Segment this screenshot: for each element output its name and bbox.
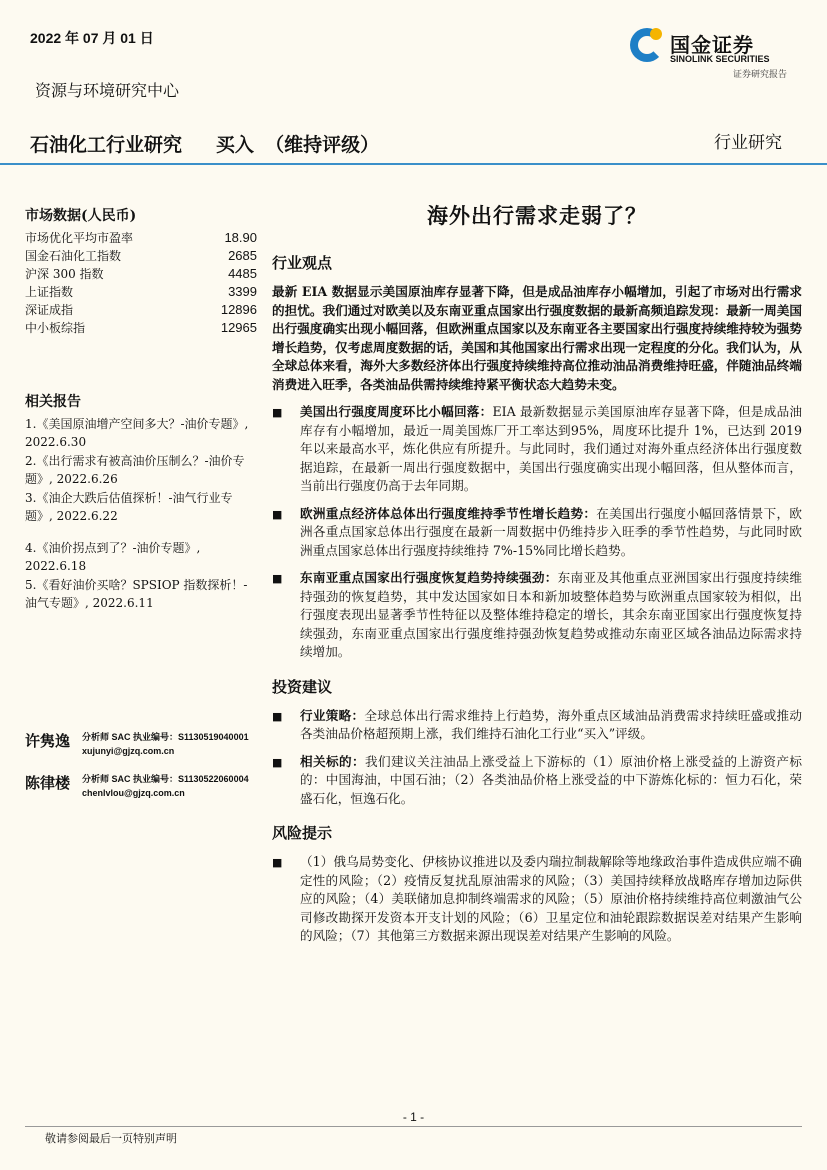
logo-en: SINOLINK SECURITIES bbox=[670, 54, 770, 64]
bullet-icon: ■ bbox=[272, 709, 283, 723]
bullet-text: EIA 最新数据显示美国原油库存显著下降，但是成品油库存有小幅增加，最近一周美国炼厂开工率达到95%，周度环比提升 1%，已达到 2019 年以来最高水平，炼化供应有所提升。与此同时，我们通过对海外重点经济体出行强度数据追踪，在最新一周出行强度数据中，美国出行强度确实出现小幅回落，但从整体而言，当前出行强度仍高于去年同期。 bbox=[300, 404, 802, 493]
bullet-head: 欧洲重点经济体总体出行强度维持季节性增长趋势： bbox=[300, 505, 597, 521]
related-report-link[interactable]: 4.《油价拐点到了？-油价专题》, 2022.6.18 bbox=[25, 541, 201, 573]
related-report-link[interactable]: 5.《看好油价买啥？SPSIOP 指数探析！-油气专题》, 2022.6.11 bbox=[25, 578, 248, 610]
report-title: 海外出行需求走弱了？ bbox=[427, 203, 647, 228]
market-value: 2685 bbox=[228, 248, 257, 263]
market-row bbox=[25, 229, 257, 247]
analyst bbox=[25, 772, 275, 800]
report-date: 2022 年 07 月 01 日 bbox=[30, 30, 154, 46]
section-risk: 风险提示 bbox=[272, 824, 333, 842]
bullet-head: 相关标的： bbox=[300, 753, 365, 769]
footer-divider bbox=[25, 1126, 802, 1127]
bullet-head: 行业策略： bbox=[300, 707, 365, 723]
market-row bbox=[25, 247, 257, 265]
logo-dot-icon bbox=[650, 28, 662, 40]
market-label: 上证指数 bbox=[25, 285, 74, 299]
report-type: 行业研究 bbox=[714, 133, 782, 153]
bullet-icon: ■ bbox=[272, 406, 283, 419]
market-value: 12965 bbox=[220, 320, 257, 335]
market-value: 18.90 bbox=[224, 230, 257, 245]
market-data-title: 市场数据(人民币) bbox=[25, 208, 137, 224]
related-report-link[interactable]: 3.《油企大跌后估值探析！-油气行业专题》, 2022.6.22 bbox=[25, 491, 233, 523]
related-report-link[interactable]: 2.《出行需求有被高油价压制么？-油价专题》, 2022.6.26 bbox=[25, 454, 245, 486]
main-content bbox=[272, 200, 802, 946]
related-report-link[interactable]: 1.《美国原油增产空间多大？-油价专题》, 2022.6.30 bbox=[25, 417, 249, 449]
market-label: 深证成指 bbox=[25, 303, 74, 317]
market-value: 12896 bbox=[220, 302, 257, 317]
section-industry-view: 行业观点 bbox=[272, 254, 333, 272]
analyst-cert: 分析师 SAC 执业编号：S1130519040001 bbox=[82, 732, 249, 742]
research-center: 资源与环境研究中心 bbox=[35, 81, 180, 100]
analyst bbox=[25, 730, 275, 758]
bullet-icon: ■ bbox=[272, 856, 283, 869]
analyst-name: 陈律楼 bbox=[25, 774, 71, 792]
summary-paragraph: 最新 EIA 数据显示美国原油库存显著下降，但是成品油库存小幅增加，引起了市场对出行需求的担忧。我们通过对欧美以及东南亚重点国家出行强度数据的最新高频追踪发现：最新一周美国出行强度确实出现小幅回落，但欧洲重点国家以及东南亚各主要国家出行强度持续维持较为强势增长趋势，仅考虑周度数据的话，美国和其他国家出行需求出现一定程度的分化。我们认为，从全球总体来看，海外大多数经济体出行强度持续维持高位推动油品消费维持旺盛，伴随油品终端消费进入旺季，各类油品供需持续维持紧平衡状态大趋势未变。 bbox=[272, 284, 802, 392]
bullet-text: 我们建议关注油品上涨受益上下游标的（1）原油价格上涨受益的上游资产标的：中国海油，中国石油；（2）各类油品价格上涨受益的中下游炼化标的：恒力石化，荣盛石化，恒逸石化。 bbox=[300, 753, 802, 806]
analyst-name: 许隽逸 bbox=[25, 732, 71, 750]
bullet-item bbox=[272, 505, 802, 561]
logo-subtitle: 证券研究报告 bbox=[732, 70, 787, 80]
bullet-icon: ■ bbox=[272, 507, 283, 521]
bullet-head: 美国出行强度周度环比小幅回落： bbox=[300, 404, 493, 419]
bullet-item bbox=[272, 753, 802, 809]
analyst-email[interactable]: chenlvlou@gjzq.com.cn bbox=[82, 788, 185, 798]
market-row bbox=[25, 319, 257, 337]
footer-disclaimer: 敬请参阅最后一页特别声明 bbox=[45, 1132, 177, 1145]
related-reports bbox=[25, 391, 257, 612]
bullet-text: 全球总体出行需求维持上行趋势，海外重点区域油品消费需求持续旺盛或推动各类油品价格超预期上涨，我们维持石油化工行业“买入”评级。 bbox=[300, 707, 803, 741]
bullet-item bbox=[272, 403, 802, 496]
market-row bbox=[25, 301, 257, 319]
bullet-head: 东南亚重点国家出行强度恢复趋势持续强劲： bbox=[300, 570, 558, 585]
bullet-text: 在美国出行强度小幅回落情景下，欧洲各重点国家总体出行强度在最新一周数据中仍维持步入旺季的季节性趋势，与此同时欧洲重点国家总体出行强度持续维持 7%-15%同比增长趋势。 bbox=[300, 505, 803, 558]
page-number: - 1 - bbox=[402, 1110, 425, 1124]
market-label: 国金石油化工指数 bbox=[25, 249, 122, 263]
market-value: 3399 bbox=[228, 284, 257, 299]
risk-item: ■ （1）俄乌局势变化、伊核协议推进以及委内瑞拉制裁解除等地缘政治事件造成供应端不确定性的风险；（2）疫情反复扰乱原油需求的风险；（3）美国持续释放战略库存增加边际供应的风险；（4）美联储加息抑制终端需求的风险；（5）原油价格持续维持高位刺激油气公司修改勘探开发资本开支计划的风险；（6）卫星定位和油轮跟踪数据误差对结果产生影响的风险；（7）其他第三方数据来源出现误差对结果产生影响的风险。 bbox=[272, 853, 802, 946]
section-investment: 投资建议 bbox=[272, 677, 333, 696]
logo-cn: 国金证券 bbox=[670, 35, 754, 57]
bullet-icon: ■ bbox=[272, 572, 283, 585]
bullet-text: 东南亚及其他重点亚洲国家出行强度持续维持强劲的恢复趋势，其中发达国家如日本和新加坡整体趋势与欧洲重点国家较为相似，出行强度表现出显著季节性特征以及整体维持稳定的增长，其余东南亚国家出行强度恢复持续强劲，东南亚重点国家出行强度维持强劲恢复趋势或推动东南亚区域各油品边际需求持续增加。 bbox=[300, 570, 803, 659]
analyst-email[interactable]: xujunyi@gjzq.com.cn bbox=[82, 746, 175, 756]
market-data-table bbox=[25, 229, 257, 337]
market-row bbox=[25, 265, 257, 283]
market-label: 沪深 300 指数 bbox=[25, 267, 104, 281]
market-label: 中小板综指 bbox=[25, 321, 86, 335]
market-value: 4485 bbox=[228, 266, 257, 281]
related-title: 相关报告 bbox=[25, 394, 81, 410]
analysts bbox=[25, 730, 275, 814]
sidebar bbox=[25, 205, 257, 613]
industry-title: 石油化工行业研究 买入 （维持评级） bbox=[30, 135, 380, 156]
header-divider bbox=[0, 163, 827, 165]
bullet-item bbox=[272, 707, 802, 744]
analyst-cert: 分析师 SAC 执业编号：S1130522060004 bbox=[82, 774, 249, 784]
bullet-item bbox=[272, 569, 802, 662]
market-label: 市场优化平均市盈率 bbox=[25, 231, 134, 245]
bullet-icon: ■ bbox=[272, 755, 283, 769]
market-row bbox=[25, 283, 257, 301]
